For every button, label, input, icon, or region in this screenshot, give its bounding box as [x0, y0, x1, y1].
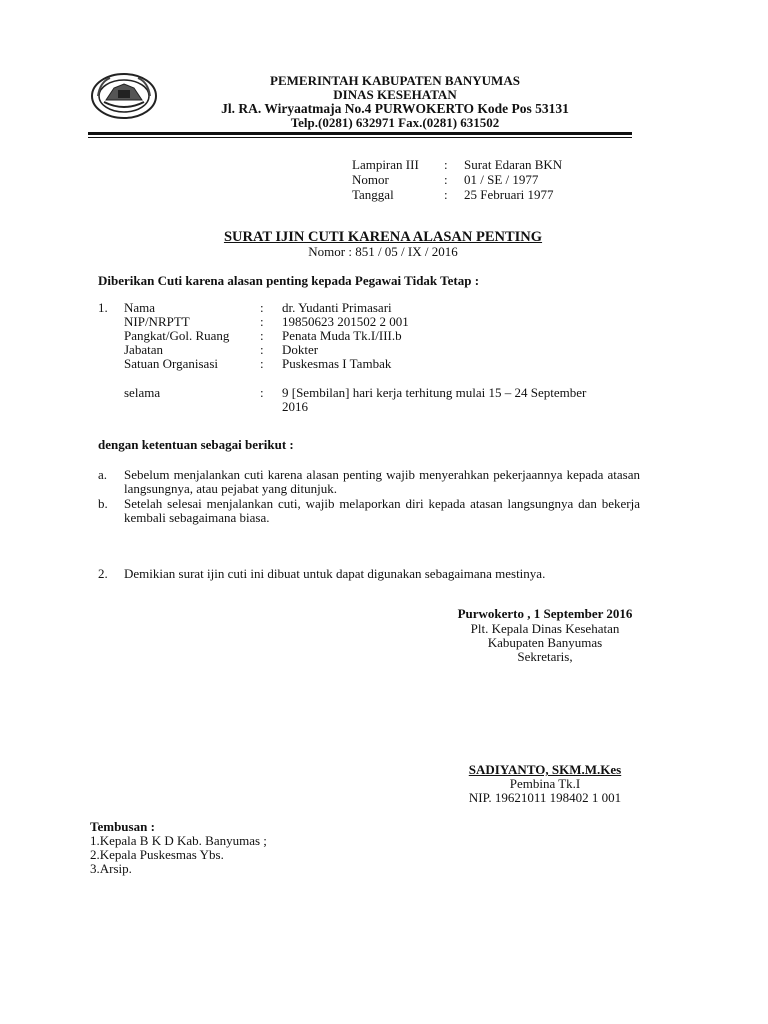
cc-item: 2.Kepala Puskesmas Ybs. [90, 847, 224, 862]
field-sep: : [260, 328, 264, 343]
ref-label: Lampiran III [352, 157, 419, 172]
ref-sep: : [444, 172, 448, 187]
cc-heading: Tembusan : [90, 819, 155, 834]
document-number: Nomor : 851 / 05 / IX / 2016 [308, 244, 458, 259]
letterhead-address: Jl. RA. Wiryaatmaja No.4 PURWOKERTO Kode Pos 53131 [221, 101, 569, 116]
field-sep: : [260, 342, 264, 357]
field-value: Dokter [282, 342, 319, 357]
document-title: SURAT IJIN CUTI KARENA ALASAN PENTING [223, 229, 543, 245]
cc-item: 3.Arsip. [90, 861, 132, 876]
closing-text: Demikian surat ijin cuti ini dibuat untuk dapat digunakan sebagaimana mestinya. [124, 566, 546, 581]
condition-marker: a. [98, 467, 108, 482]
ref-value: 25 Februari 1977 [464, 187, 554, 202]
letterhead-phone: Telp.(0281) 632971 Fax.(0281) 631502 [290, 115, 500, 130]
field-value: Penata Muda Tk.I/III.b [282, 328, 402, 343]
ref-value: Surat Edaran BKN [464, 157, 563, 172]
field-label: Satuan Organisasi [124, 356, 218, 371]
field-value: dr. Yudanti Primasari [282, 300, 392, 315]
letterhead-line-1: PEMERINTAH KABUPATEN BANYUMAS [270, 73, 520, 88]
ref-value: 01 / SE / 1977 [464, 172, 539, 187]
duration-value: 9 [Sembilan] hari kerja terhitung mulai 15 – 24 September [282, 385, 587, 400]
field-sep: : [260, 356, 264, 371]
signer-name: SADIYANTO, SKM.M.Kes [468, 762, 622, 777]
signer-role: Plt. Kepala Dinas Kesehatan [470, 621, 620, 636]
signer-role: Kabupaten Banyumas [487, 635, 603, 650]
conditions-heading: dengan ketentuan sebagai berikut : [98, 437, 294, 452]
condition-marker: b. [98, 496, 108, 511]
field-value: 19850623 201502 2 001 [282, 314, 409, 329]
ref-label: Nomor [352, 172, 389, 187]
signer-nip: NIP. 19621011 198402 1 001 [468, 790, 622, 805]
ref-sep: : [444, 157, 448, 172]
field-value: Puskesmas I Tambak [282, 356, 392, 371]
duration-value-cont: 2016 [282, 399, 308, 414]
cc-item: 1.Kepala B K D Kab. Banyumas ; [90, 833, 267, 848]
field-label: Pangkat/Gol. Ruang [124, 328, 230, 343]
item-number: 1. [98, 300, 108, 315]
field-sep: : [260, 314, 264, 329]
closing-number: 2. [98, 566, 108, 581]
field-label: Jabatan [124, 342, 163, 357]
signer-rank: Pembina Tk.I [509, 776, 581, 791]
place-date: Purwokerto , 1 September 2016 [457, 606, 633, 621]
condition-text: Setelah selesai menjalankan cuti, wajib melaporkan diri kepada atasan langsungnya dan bekerja kembali sebagaimana biasa. [124, 496, 640, 525]
condition-text: Sebelum menjalankan cuti karena alasan penting wajib menyerahkan pekerjaannya kepada atasan langsungnya, atau pejabat yang ditunjuk. [124, 467, 640, 496]
field-label: Nama [124, 300, 156, 315]
seal-logo-icon [90, 72, 158, 120]
letterhead-line-2: DINAS KESEHATAN [333, 87, 457, 102]
intro-text: Diberikan Cuti karena alasan penting kepada Pegawai Tidak Tetap : [98, 273, 480, 288]
ref-label: Tanggal [352, 187, 394, 202]
field-label: NIP/NRPTT [124, 314, 190, 329]
field-sep: : [260, 300, 264, 315]
letterhead-divider [88, 132, 632, 135]
ref-sep: : [444, 187, 448, 202]
duration-label: selama [124, 385, 161, 400]
duration-sep: : [260, 385, 264, 400]
signer-role: Sekretaris, [517, 649, 573, 664]
letterhead-divider-thin [88, 137, 632, 138]
